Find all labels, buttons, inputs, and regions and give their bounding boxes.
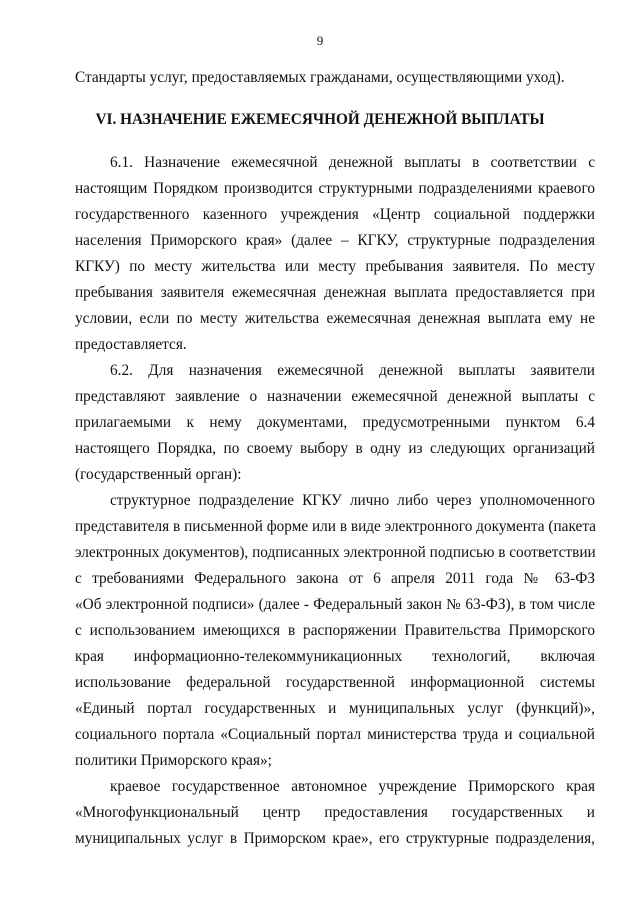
page-number: 9 [316,33,324,48]
text-line: прилагаемыми к нему документами, предусмотренными пунктом 6.4 [75,414,595,431]
text-line: представителя в письменной форме или в виде электронного документа (пакета [75,518,596,535]
text-line: 6.1. Назначение ежемесячной денежной выплаты в соответствии с [110,154,595,171]
text-line: социального портала «Социальный портал министерства труда и социальной [75,726,595,743]
text-line: с использованием имеющихся в распоряжении Правительства Приморского [75,622,595,639]
text-line: муниципальных услуг в Приморском крае», его структурные подразделения, [75,830,595,847]
text-line: условии, если по месту жительства ежемесячная денежная выплата ему не [75,310,595,327]
text-line: государственного казенного учреждения «Центр социальной поддержки [75,206,595,223]
text-line: электронных документов), подписанных электронной подписью в соответствии [75,544,596,561]
text-line: «Многофункциональный центр предоставления государственных и [75,804,595,821]
text-line: настоящего Порядка, по своему выбору в одну из следующих организаций [75,440,595,457]
text-line: КГКУ) по месту жительства или месту пребывания заявителя. По месту [75,258,595,275]
text-line: «Единый портал государственных и муниципальных услуг (функций)», [75,700,595,717]
text-line: 6.2. Для назначения ежемесячной денежной выплаты заявители [110,362,595,379]
text-line: населения Приморского края» (далее – КГКУ, структурные подразделения [75,232,595,249]
text-line: настоящим Порядком производится структурными подразделениями краевого [75,180,595,197]
text-line: (государственный орган): [75,466,242,483]
text-line: пребывания заявителя ежемесячная денежная выплата предоставляется при [75,284,595,301]
text-line: краевое государственное автономное учреждение Приморского края [110,778,595,795]
text-line: структурное подразделение КГКУ лично либо через уполномоченного [110,492,595,509]
text-line: края информационно-телекоммуникационных технологий, включая [75,648,595,665]
text-line: предоставляется. [75,336,187,353]
section-heading: VI. НАЗНАЧЕНИЕ ЕЖЕМЕСЯЧНОЙ ДЕНЕЖНОЙ ВЫПЛАТЫ [95,111,545,128]
text-line: политики Приморского края»; [75,752,272,769]
text-line: представляют заявление о назначении ежемесячной денежной выплаты с [75,388,595,405]
text-line: «Об электронной подписи» (далее - Федеральный закон № 63-ФЗ), в том числе [75,596,595,613]
text-line: использование федеральной государственной информационной системы [75,674,595,691]
text-line: с требованиями Федерального закона от 6 апреля 2011 года № 63-ФЗ [75,570,595,587]
text-line: Стандарты услуг, предоставляемых гражданами, осуществляющими уход). [75,69,565,86]
